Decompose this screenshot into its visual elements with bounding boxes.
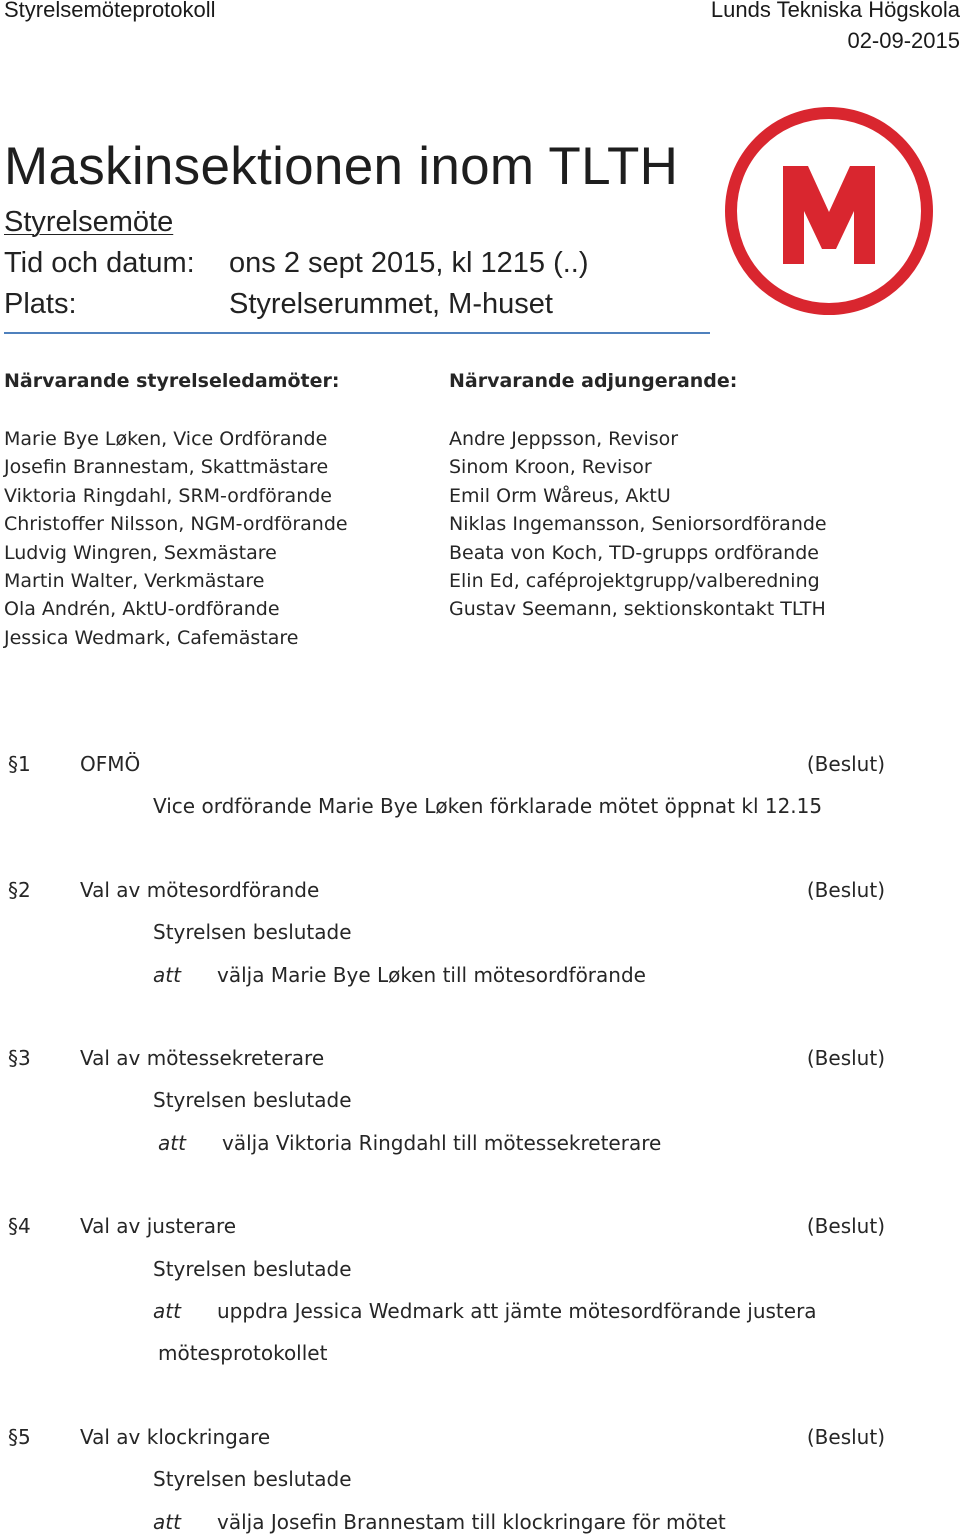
list-item: Emil Orm Wåreus, AktU bbox=[449, 484, 671, 507]
item-type: (Beslut) bbox=[806, 752, 885, 776]
board-members-list bbox=[4, 425, 348, 652]
item-decided: Styrelsen beslutade bbox=[153, 1467, 352, 1491]
item-title: Val av mötessekreterare bbox=[80, 1046, 325, 1070]
list-item: Christoffer Nilsson, NGM-ordförande bbox=[4, 513, 348, 536]
place-label: Plats: bbox=[4, 288, 77, 320]
list-item: Marie Bye Løken, Vice Ordförande bbox=[4, 428, 328, 450]
item-text: Vice ordförande Marie Bye Løken förklarade mötet öppnat kl 12.15 bbox=[153, 794, 823, 818]
att-keyword: att bbox=[153, 963, 181, 987]
list-item: Josefin Brannestam, Skattmästare bbox=[4, 456, 329, 479]
list-item: Jessica Wedmark, Cafemästare bbox=[4, 626, 299, 649]
item-decision: välja Marie Bye Løken till mötesordförande bbox=[217, 963, 646, 987]
att-keyword: att bbox=[153, 1510, 181, 1534]
list-item: Sinom Kroon, Revisor bbox=[449, 456, 652, 479]
time-label: Tid och datum: bbox=[4, 247, 195, 279]
item-decision: välja Josefin Brannestam till klockringare för mötet bbox=[217, 1510, 726, 1534]
item-type: (Beslut) bbox=[806, 1214, 885, 1238]
item-decision: välja Viktoria Ringdahl till mötessekreterare bbox=[222, 1131, 662, 1155]
item-type: (Beslut) bbox=[806, 878, 885, 902]
document-date: 02-09-2015 bbox=[847, 28, 960, 53]
list-item: Ola Andrén, AktU-ordförande bbox=[4, 598, 280, 621]
list-item: Ludvig Wingren, Sexmästare bbox=[4, 541, 277, 564]
att-keyword: att bbox=[153, 1299, 181, 1323]
item-title: OFMÖ bbox=[80, 752, 141, 776]
item-decided: Styrelsen beslutade bbox=[153, 920, 352, 944]
item-number: §5 bbox=[8, 1425, 31, 1449]
item-type: (Beslut) bbox=[806, 1425, 885, 1449]
item-type: (Beslut) bbox=[806, 1046, 885, 1070]
list-item: Andre Jeppsson, Revisor bbox=[449, 428, 679, 450]
doc-type-header: Styrelsemöteprotokoll bbox=[4, 0, 216, 22]
att-keyword: att bbox=[158, 1131, 186, 1155]
item-decision: uppdra Jessica Wedmark att jämte mötesordförande justera bbox=[217, 1299, 817, 1323]
item-number: §3 bbox=[8, 1046, 31, 1070]
adjunct-members-list bbox=[449, 425, 827, 624]
item-decided: Styrelsen beslutade bbox=[153, 1088, 352, 1112]
institution-header: Lunds Tekniska Högskola bbox=[710, 0, 960, 22]
place-value: Styrelserummet, M-huset bbox=[229, 288, 553, 320]
item-decision-continued: mötesprotokollet bbox=[158, 1341, 328, 1365]
title-divider bbox=[4, 332, 710, 334]
item-number: §1 bbox=[8, 752, 31, 776]
time-value: ons 2 sept 2015, kl 1215 (..) bbox=[229, 247, 589, 279]
page-title: Maskinsektionen inom TLTH bbox=[4, 137, 679, 196]
list-item: Beata von Koch, TD-grupps ordförande bbox=[449, 541, 819, 564]
list-item: Niklas Ingemansson, Seniorsordförande bbox=[449, 513, 827, 536]
item-title: Val av mötesordförande bbox=[80, 878, 320, 902]
m-logo-icon bbox=[722, 104, 936, 318]
list-item: Viktoria Ringdahl, SRM-ordförande bbox=[4, 484, 332, 507]
item-title: Val av klockringare bbox=[80, 1425, 271, 1449]
item-number: §4 bbox=[8, 1214, 31, 1238]
item-number: §2 bbox=[8, 878, 31, 902]
adjunct-members-heading: Närvarande adjungerande: bbox=[449, 370, 738, 392]
list-item: Elin Ed, caféprojektgrupp/valberedning bbox=[449, 569, 820, 592]
item-title: Val av justerare bbox=[80, 1214, 237, 1238]
item-decided: Styrelsen beslutade bbox=[153, 1257, 352, 1281]
board-members-heading: Närvarande styrelseledamöter: bbox=[4, 370, 340, 392]
page-subtitle: Styrelsemöte bbox=[4, 206, 174, 238]
list-item: Gustav Seemann, sektionskontakt TLTH bbox=[449, 598, 826, 621]
list-item: Martin Walter, Verkmästare bbox=[4, 569, 265, 592]
